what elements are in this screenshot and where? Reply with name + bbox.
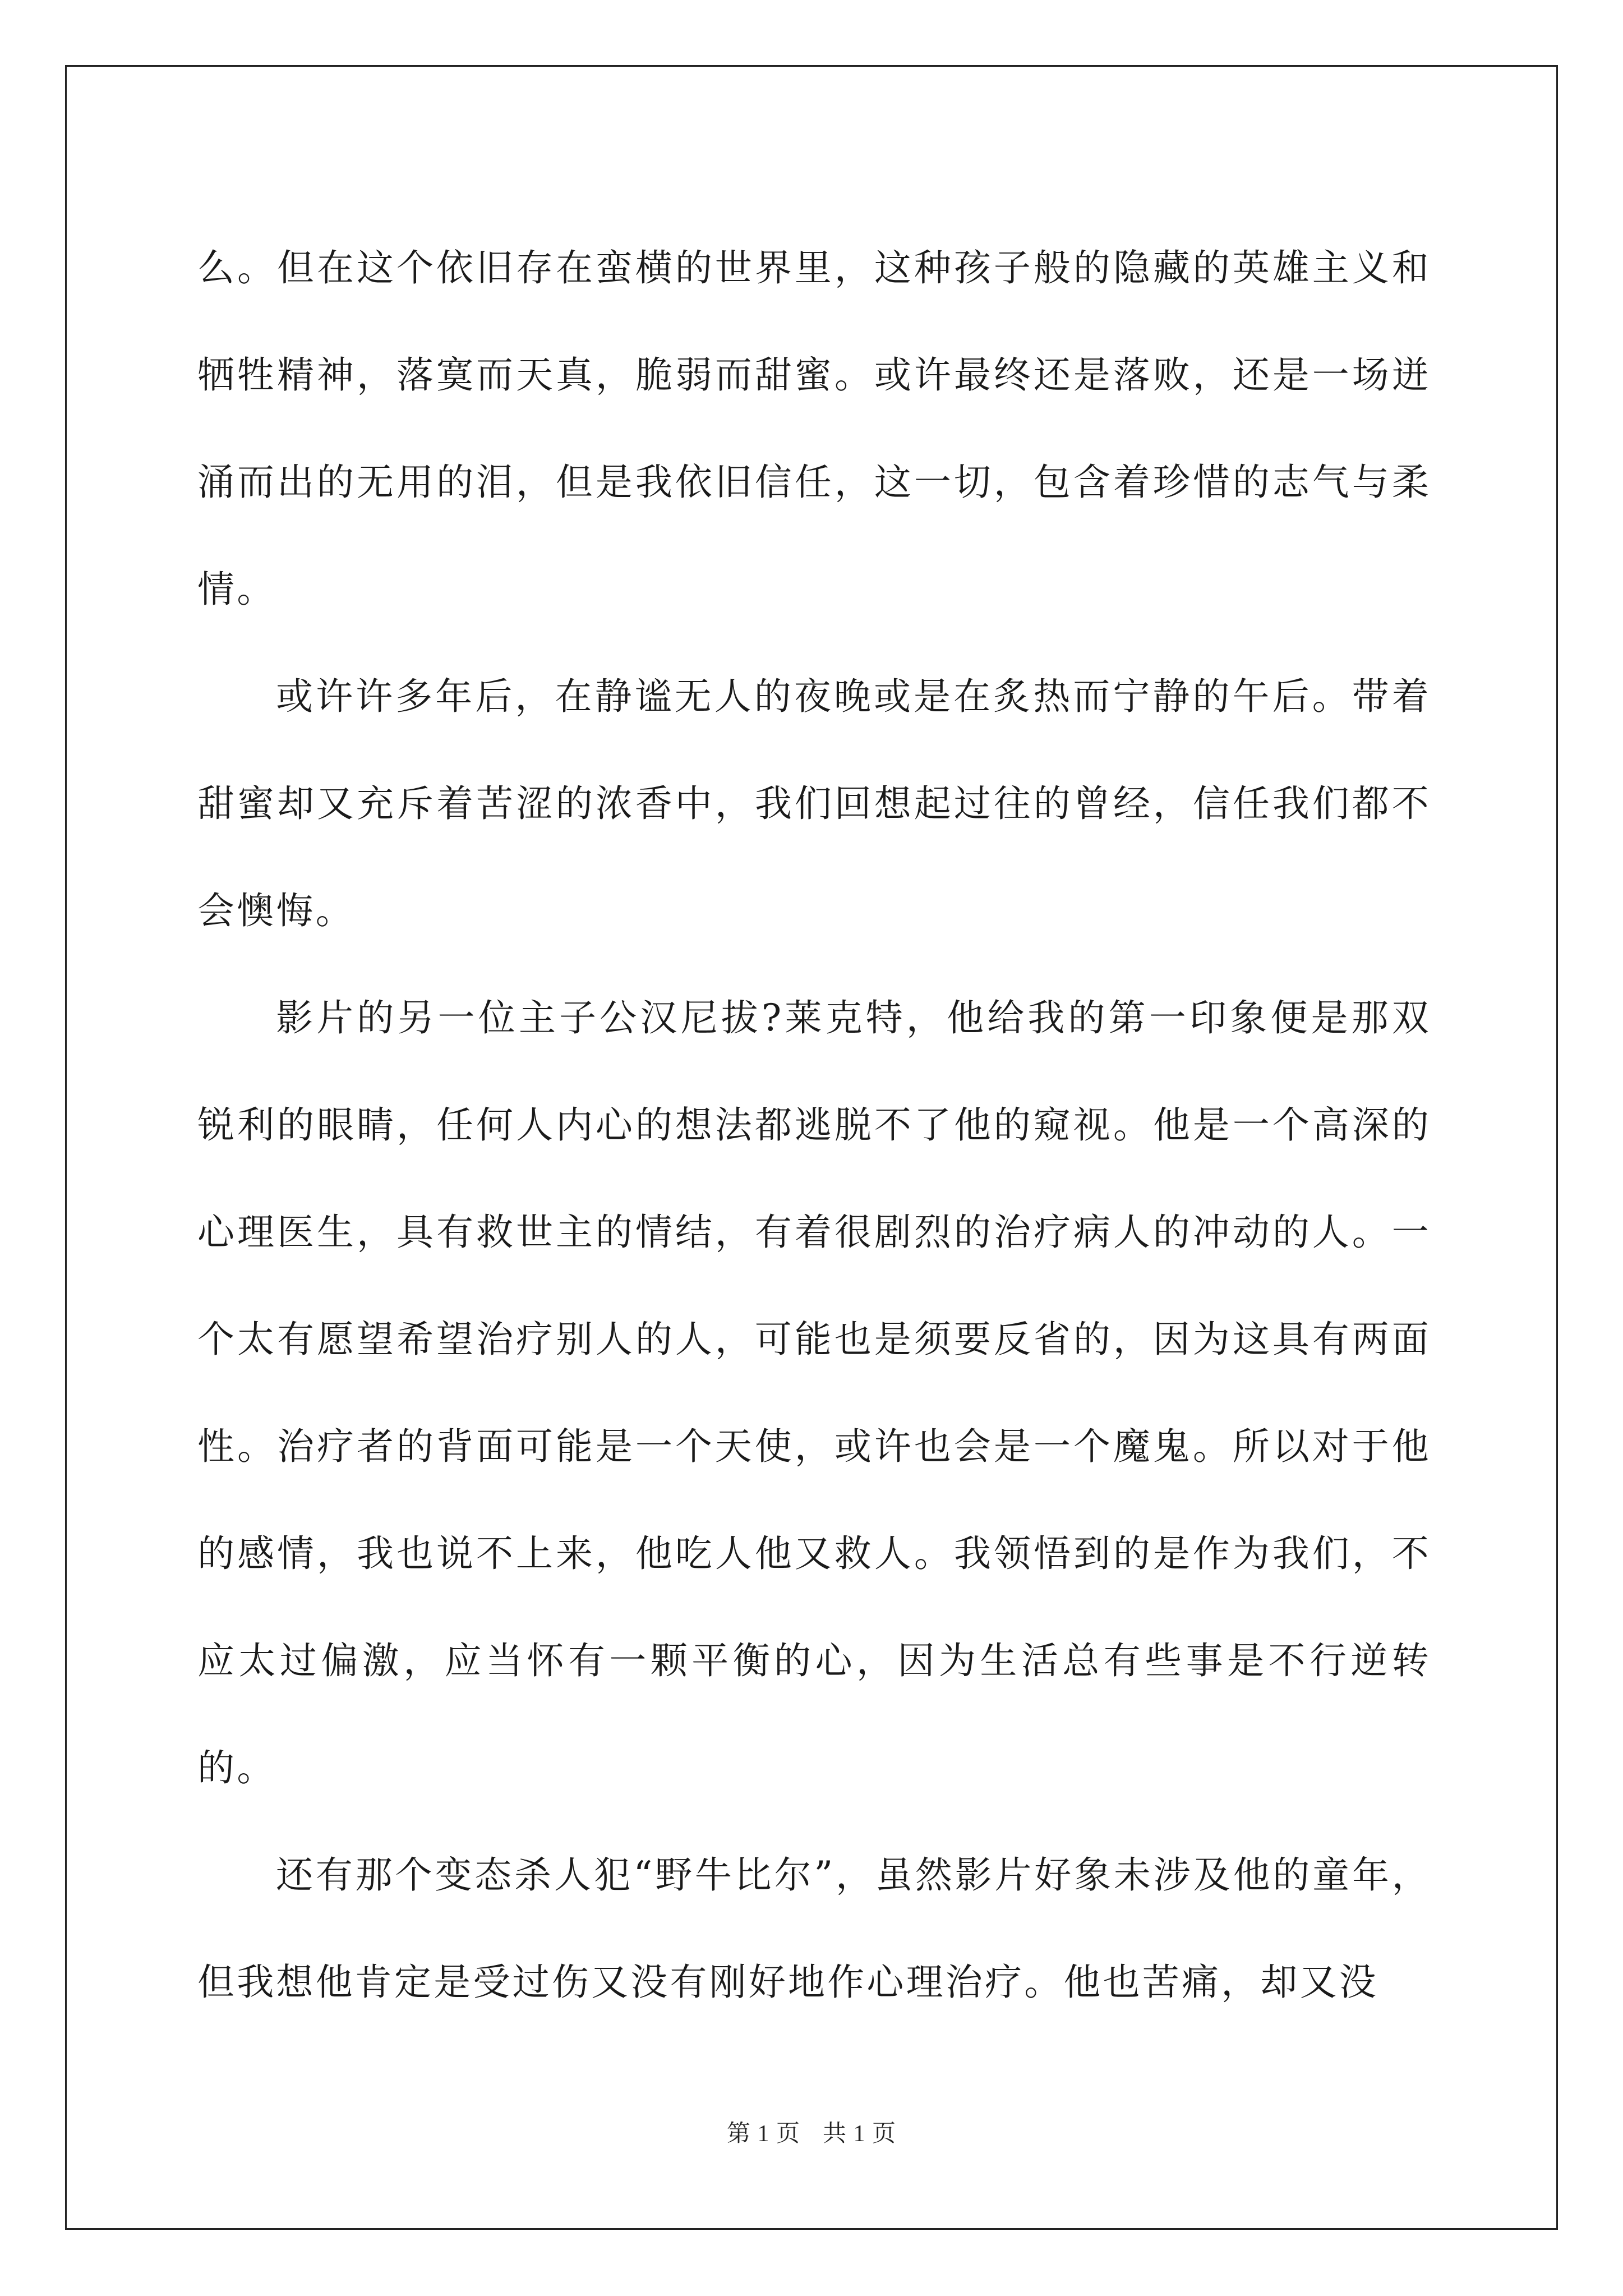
page-number: 第 1 页	[726, 2121, 800, 2147]
document-body	[197, 214, 1431, 2036]
paragraph-3: 影片的另一位主子公汉尼拔?莱克特，他给我的第一印象便是那双锐利的眼睛，任何人内心的想法都逃脱不了他的窥视。他是一个高深的心理医生，具有救世主的情结，有着很剧烈的治疗病人的冲动的人。一个太有愿望希望治疗别人的人，可能也是须要反省的，因为这具有两面性。治疗者的背面可能是一个天使，或许也会是一个魔鬼。所以对于他的感情，我也说不上来，他吃人他又救人。我领悟到的是作为我们，不应太过偏激，应当怀有一颗平衡的心，因为生活总有些事是不行逆转的。	[197, 996, 1431, 1789]
page-total: 共 1 页	[823, 2121, 897, 2147]
page-footer	[0, 2115, 1623, 2148]
paragraph-4: 还有那个变态杀人犯“野牛比尔”，虽然影片好象未涉及他的童年，但我想他肯定是受过伤又没有刚好地作心理治疗。他也苦痛，却又没	[197, 1853, 1431, 2004]
paragraph-1: 么。但在这个依旧存在蛮横的世界里，这种孩子般的隐藏的英雄主义和牺牲精神，落寞而天真，脆弱而甜蜜。或许最终还是落败，还是一场迸涌而出的无用的泪，但是我依旧信任，这一切，包含着珍惜的志气与柔情。	[197, 246, 1431, 611]
paragraph-2: 或许许多年后，在静谧无人的夜晚或是在炙热而宁静的午后。带着甜蜜却又充斥着苦涩的浓香中，我们回想起过往的曾经，信任我们都不会懊悔。	[197, 675, 1431, 932]
